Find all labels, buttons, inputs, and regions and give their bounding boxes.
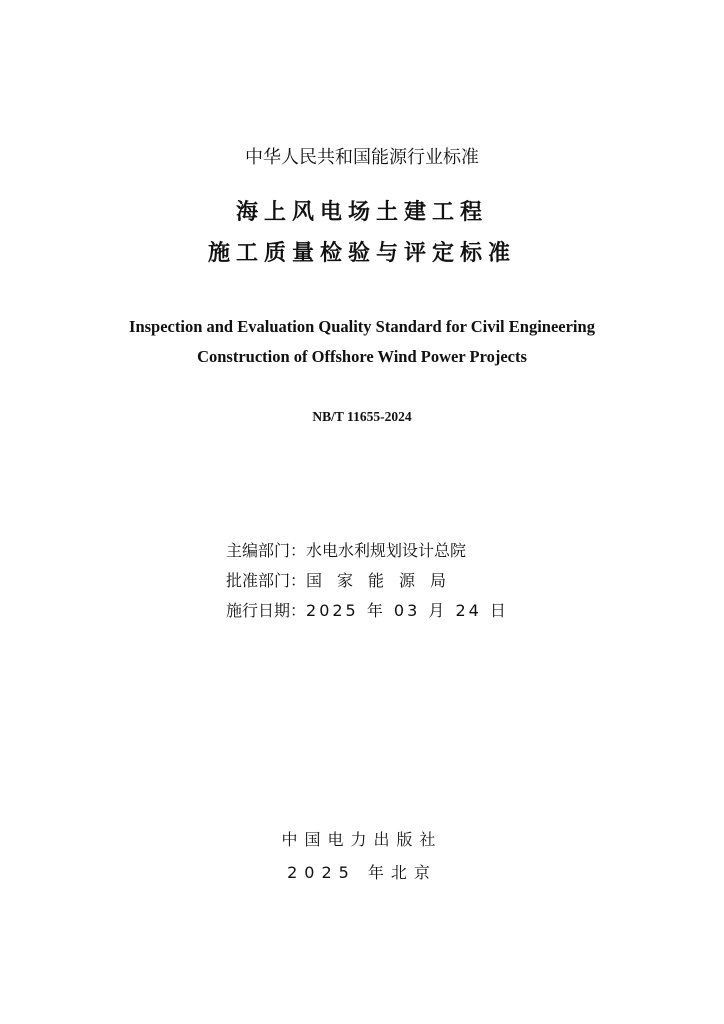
english-title-line-1: Inspection and Evaluation Quality Standard for Civil Engineering [129,317,595,336]
approver-value: 国家能源局 [306,571,462,590]
issuer-heading: 中华人民共和国能源行业标准 [245,147,479,168]
approver-row [226,566,509,596]
editor-row [226,536,509,566]
chinese-title-line-2: 施工质量检验与评定标准 [207,241,516,266]
editor-value: 水电水利规划设计总院 [306,541,467,560]
date-row [226,596,509,626]
chinese-title-line-1: 海上风电场土建工程 [235,200,488,225]
publication-place-year: 2025 年北京 [287,863,437,882]
english-title-line-2: Construction of Offshore Wind Power Projects [197,347,527,366]
date-value: 2025 年 03 月 24 日 [306,601,509,620]
publication-info [226,536,509,626]
publisher-name: 中国电力出版社 [281,830,443,849]
editor-label: 主编部门： [226,541,307,560]
date-label: 施行日期： [226,601,307,620]
standard-code: NB/T 11655-2024 [312,409,412,424]
approver-label: 批准部门： [226,571,307,590]
